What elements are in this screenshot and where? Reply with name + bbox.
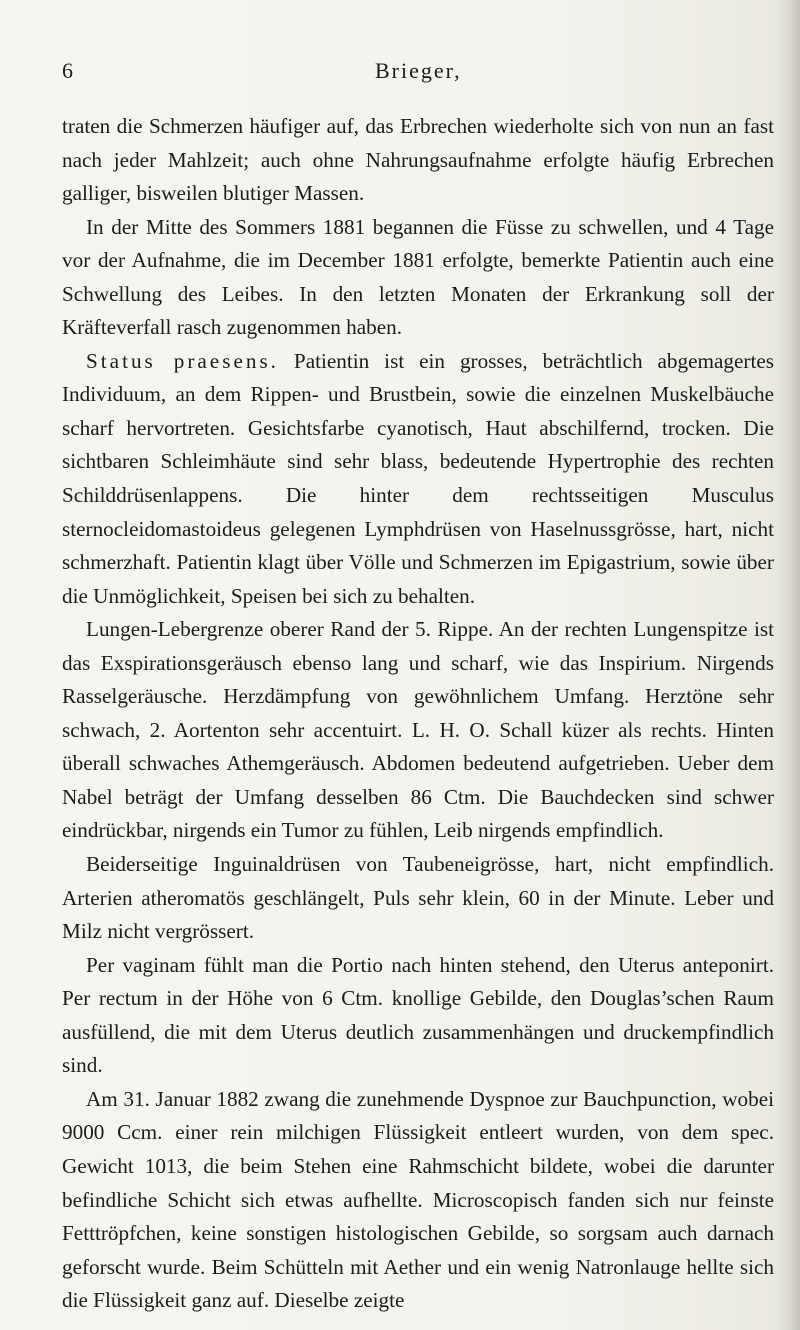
paragraph [62, 1083, 774, 1318]
paragraph-text: Per vaginam fühlt man die Portio nach hinten stehend, den Uterus anteponirt. Per rectum in der Höhe von 6 Ctm. knollige Gebilde, den Douglas’schen Raum ausfüllend, die mit dem Uterus deutlich zusammenhängen und druckempfindlich sind. [62, 952, 774, 1078]
section-lead: Status praesens. [86, 348, 279, 373]
paragraph [62, 345, 774, 613]
page-edge-shadow [778, 0, 800, 1330]
page-header [0, 58, 800, 92]
page-number: 6 [62, 58, 74, 83]
paragraph [62, 110, 774, 211]
paragraph-text: Patientin ist ein grosses, beträchtlich abgemagertes Individuum, an dem Rippen- und Brustbein, sowie die einzelnen Muskelbäuche scharf hervortreten. Gesichtsfarbe cyanotisch, Haut abschilfernd, trocken. Die sichtbaren Schleimhäute sind sehr blass, bedeutende Hypertrophie des rechten Schilddrüsenlappens. Die hinter dem rechtsseitigen Musculus sternocleidomastoideus gelegenen Lymphdrüsen von Haselnussgrösse, hart, nicht schmerzhaft. Patientin klagt über Völle und Schmerzen im Epigastrium, sowie über die Unmöglichkeit, Speisen bei sich zu behalten. [62, 348, 774, 608]
paragraph [62, 211, 774, 345]
paragraph-text: traten die Schmerzen häufiger auf, das Erbrechen wiederholte sich von nun an fast nach jeder Mahlzeit; auch ohne Nahrungsaufnahme erfolgte häufig Erbrechen galliger, bisweilen blutiger Massen. [62, 114, 774, 206]
body-text [62, 110, 774, 1318]
paragraph [62, 848, 774, 949]
paragraph-text: Am 31. Januar 1882 zwang die zunehmende Dyspnoe zur Bauchpunction, wobei 9000 Ccm. einer rein milchigen Flüssigkeit entleert wurden, von dem spec. Gewicht 1013, die beim Stehen eine Rahmschicht bildete, wobei die darunter befindliche Schicht sich etwas aufhellte. Microscopisch fanden sich nur feinste Fetttröpfchen, keine sonstigen histologischen Gebilde, so sorgsam auch darnach geforscht wurde. Beim Schütteln mit Aether und ein wenig Natronlauge hellte sich die Flüssigkeit ganz auf. Dieselbe zeigte [62, 1086, 774, 1313]
paragraph [62, 613, 774, 848]
paragraph-text: Beiderseitige Inguinaldrüsen von Taubeneigrösse, hart, nicht empfindlich. Arterien atheromatös geschlängelt, Puls sehr klein, 60 in der Minute. Leber und Milz nicht vergrössert. [62, 852, 774, 944]
paragraph-text: In der Mitte des Sommers 1881 begannen die Füsse zu schwellen, und 4 Tage vor der Aufnahme, die im December 1881 erfolgte, bemerkte Patientin auch eine Schwellung des Leibes. In den letzten Monaten der Erkrankung soll der Kräfteverfall rasch zugenommen haben. [62, 214, 774, 340]
paragraph-text: Lungen-Lebergrenze oberer Rand der 5. Rippe. An der rechten Lungenspitze ist das Exspirationsgeräusch ebenso lang und scharf, wie das Inspirium. Nirgends Rasselgeräusche. Herzdämpfung von gewöhnlichem Umfang. Herztöne sehr schwach, 2. Aortenton sehr accentuirt. L. H. O. Schall küzer als rechts. Hinten überall schwaches Athemgeräusch. Abdomen bedeutend aufgetrieben. Ueber dem Nabel beträgt der Umfang desselben 86 Ctm. Die Bauchdecken sind schwer eindrückbar, nirgends ein Tumor zu fühlen, Leib nirgends empfindlich. [62, 617, 774, 843]
running-head: Brieger, [375, 58, 462, 83]
paragraph [62, 949, 774, 1083]
